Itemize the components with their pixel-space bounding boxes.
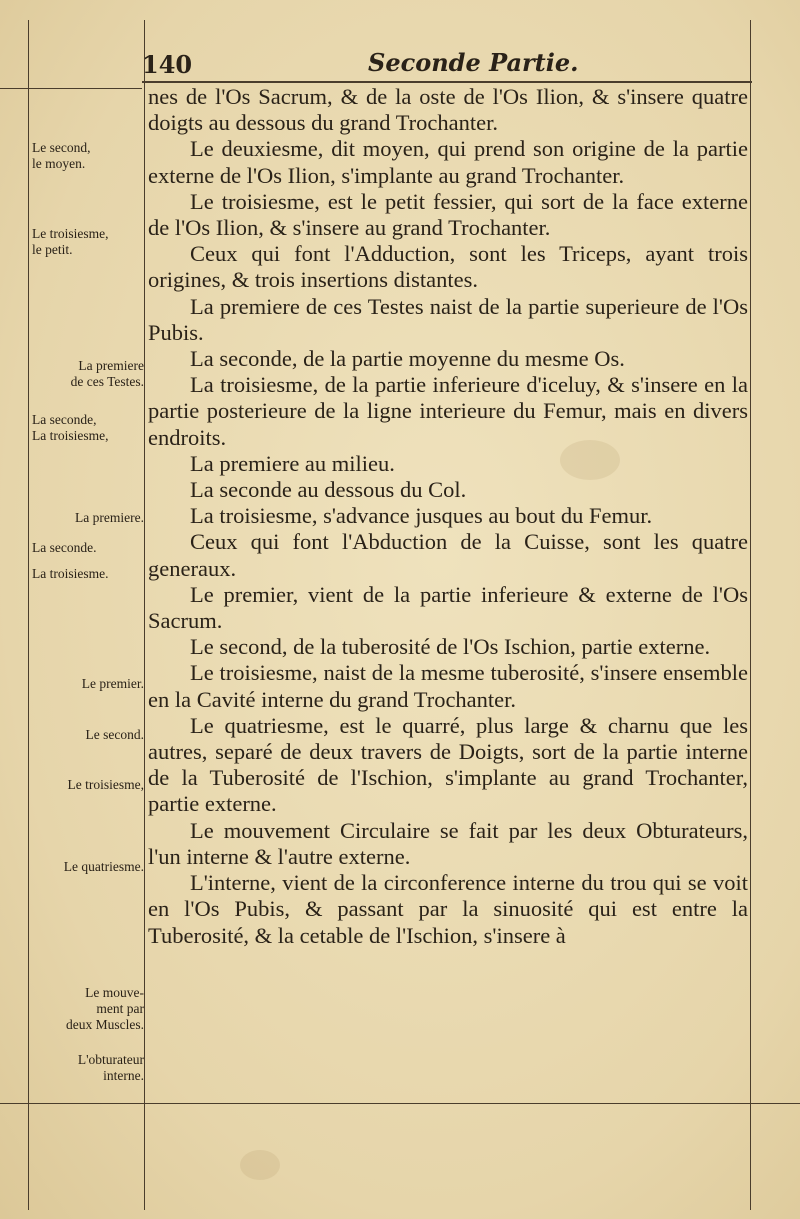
- paragraph: Le troisiesme, est le petit fessier, qui sort de la face externe de l'Os Ilion, & s'insere au grand Trochanter.: [148, 188, 748, 241]
- paragraph: Le premier, vient de la partie inferieure & externe de l'Os Sacrum.: [148, 581, 748, 634]
- top-rule: [0, 88, 142, 89]
- page-number: 140: [142, 50, 193, 79]
- paragraph: Ceux qui font l'Adduction, sont les Triceps, ayant trois origines, & trois insertions distantes.: [148, 241, 748, 293]
- paragraph: Le deuxiesme, dit moyen, qui prend son origine de la partie externe de l'Os Ilion, s'implante au grand Trochanter.: [148, 136, 748, 188]
- paragraph: La seconde au dessous du Col.: [190, 477, 467, 503]
- paragraph: nes de l'Os Sacrum, & de la oste de l'Os Ilion, & s'insere quatre doigts au dessous du grand Trochanter.: [148, 84, 748, 136]
- margin-note: La seconde.: [32, 540, 97, 555]
- margin-note: Le quatriesme.: [63, 859, 144, 874]
- body-text: [148, 84, 748, 949]
- paragraph: La premiere de ces Testes naist de la partie superieure de l'Os Pubis.: [148, 293, 748, 345]
- margin-note: Le mouve- ment par deux Muscles.: [66, 985, 144, 1032]
- margin-note: La seconde, La troisiesme,: [32, 412, 109, 443]
- margin-note: Le second.: [85, 727, 144, 742]
- margin-note: La troisiesme.: [32, 566, 109, 581]
- footer-rule: [0, 1103, 800, 1104]
- header-rule: [142, 81, 752, 83]
- margin-note: Le premier.: [81, 676, 144, 691]
- paragraph: La troisiesme, de la partie inferieure d'iceluy, & s'insere en la partie posterieure de la ligne interieure du Femur, mais en divers endroits.: [148, 372, 748, 450]
- paragraph: Ceux qui font l'Abduction de la Cuisse, sont les quatre generaux.: [148, 529, 748, 581]
- paragraph: La seconde, de la partie moyenne du mesme Os.: [190, 346, 625, 372]
- paragraph: Le second, de la tuberosité de l'Os Ischion, partie externe.: [190, 634, 711, 660]
- margin-note: L'obturateur interne.: [77, 1052, 144, 1083]
- right-rule: [750, 20, 751, 1210]
- outer-left-rule: [28, 20, 29, 1210]
- margin-note: Le troisiesme,: [67, 777, 144, 792]
- paper-stain: [240, 1150, 280, 1180]
- paragraph: L'interne, vient de la circonference interne du trou qui se voit en l'Os Pubis, & passant par la sinuosité qui est entre la Tuberosité, & la cetable de l'Ischion, s'insere à: [148, 870, 748, 948]
- paragraph: Le mouvement Circulaire se fait par les deux Obturateurs, l'un interne & l'autre externe.: [148, 817, 748, 869]
- margin-rule: [144, 20, 145, 1210]
- paragraph: Le quatriesme, est le quarré, plus large & charnu que les autres, separé de deux travers de Doigts, sort de la partie interne de la Tuberosité de l'Ischion, s'implante au grand Trochanter, partie externe.: [148, 712, 748, 817]
- margin-note: La premiere de ces Testes.: [70, 358, 144, 389]
- paragraph: La troisiesme, s'advance jusques au bout du Femur.: [190, 503, 653, 529]
- paragraph: La premiere au milieu.: [190, 450, 395, 476]
- margin-note: Le troisiesme, le petit.: [32, 226, 109, 257]
- margin-note: La premiere.: [75, 510, 144, 525]
- running-title: Seconde Partie.: [368, 48, 579, 77]
- margin-note: Le second, le moyen.: [32, 140, 91, 171]
- paragraph: Le troisiesme, naist de la mesme tuberosité, s'insere ensemble en la Cavité interne du grand Trochanter.: [148, 660, 748, 712]
